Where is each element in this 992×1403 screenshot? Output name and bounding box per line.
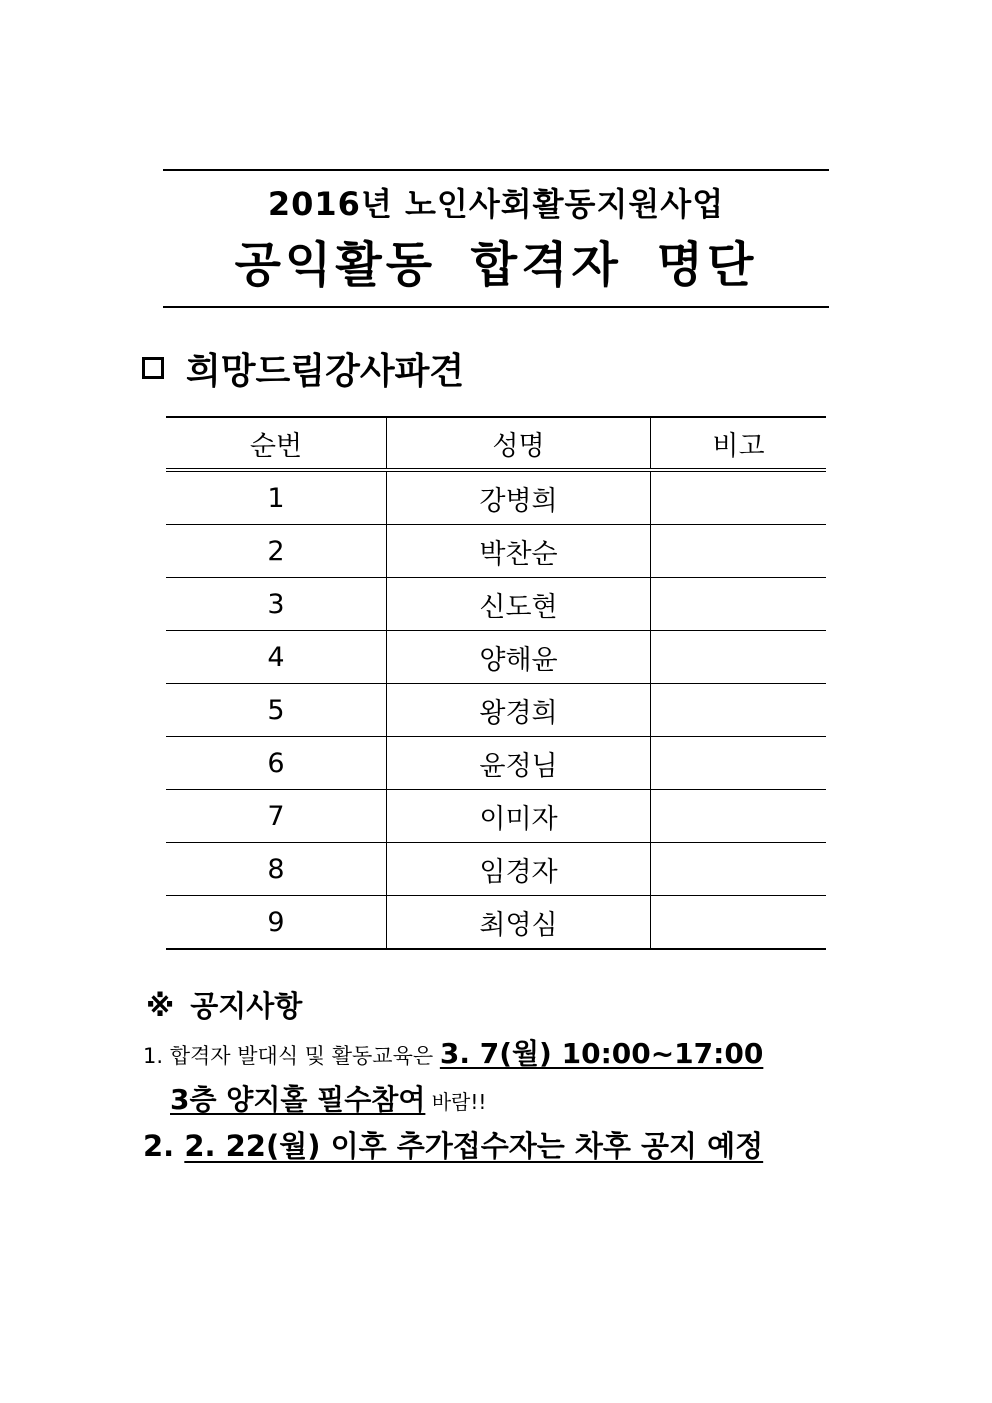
- reference-mark-icon: ※: [146, 989, 175, 1023]
- row-number: 3: [166, 578, 387, 631]
- table-row: [166, 896, 826, 950]
- notice-item-1-line2: [170, 1080, 486, 1122]
- row-note: [651, 525, 827, 578]
- notice-heading: [146, 984, 302, 1028]
- table-row: [166, 470, 826, 525]
- table-row: [166, 684, 826, 737]
- row-number: 9: [166, 896, 387, 950]
- notice-item-2: [143, 1124, 763, 1168]
- document-title: 공익활동 합격자 명단: [234, 237, 758, 293]
- table-row: [166, 843, 826, 896]
- row-note: [651, 790, 827, 843]
- title-top-rule: [163, 169, 829, 171]
- notice-item-1-location: 3층 양지홀 필수참여: [170, 1083, 426, 1116]
- notice-item-1: [143, 1034, 763, 1076]
- row-note: [651, 684, 827, 737]
- row-name: 최영심: [387, 896, 651, 950]
- title-bottom-rule: [163, 306, 829, 308]
- section-heading: [142, 340, 464, 396]
- row-name: 신도현: [387, 578, 651, 631]
- table-header-row: [166, 417, 826, 470]
- row-name: 윤정님: [387, 737, 651, 790]
- row-number: 6: [166, 737, 387, 790]
- row-note: [651, 896, 827, 950]
- notice-item-2-text: 2. 22(월) 이후 추가접수자는 차후 공지 예정: [184, 1129, 764, 1163]
- notice-item-1-suffix: 바람!!: [431, 1090, 487, 1114]
- row-name: 강병희: [387, 470, 651, 525]
- table-row: [166, 737, 826, 790]
- row-name: 양해윤: [387, 631, 651, 684]
- notice-item-2-prefix: 2.: [143, 1129, 175, 1163]
- row-name: 박찬순: [387, 525, 651, 578]
- table-row: [166, 631, 826, 684]
- row-note: [651, 631, 827, 684]
- row-note: [651, 470, 827, 525]
- roster-table: [166, 416, 826, 950]
- notice-item-1-prefix: 1. 합격자 발대식 및 활동교육은: [143, 1044, 434, 1068]
- row-name: 왕경희: [387, 684, 651, 737]
- row-number: 8: [166, 843, 387, 896]
- row-name: 임경자: [387, 843, 651, 896]
- row-name: 이미자: [387, 790, 651, 843]
- row-note: [651, 578, 827, 631]
- table-row: [166, 525, 826, 578]
- table-row: [166, 578, 826, 631]
- header-number: 순번: [166, 417, 387, 470]
- row-number: 7: [166, 790, 387, 843]
- table-row: [166, 790, 826, 843]
- row-number: 1: [166, 470, 387, 525]
- checkbox-icon: [142, 357, 164, 379]
- header-note: 비고: [651, 417, 827, 470]
- row-note: [651, 737, 827, 790]
- section-label: 희망드림강사파견: [186, 350, 465, 392]
- notice-item-1-schedule: 3. 7(월) 10:00~17:00: [439, 1037, 764, 1070]
- row-number: 4: [166, 631, 387, 684]
- row-note: [651, 843, 827, 896]
- header-name: 성명: [387, 417, 651, 470]
- row-number: 2: [166, 525, 387, 578]
- row-number: 5: [166, 684, 387, 737]
- notice-heading-label: 공지사항: [190, 989, 303, 1023]
- document-subtitle: 2016년 노인사회활동지원사업: [267, 185, 725, 223]
